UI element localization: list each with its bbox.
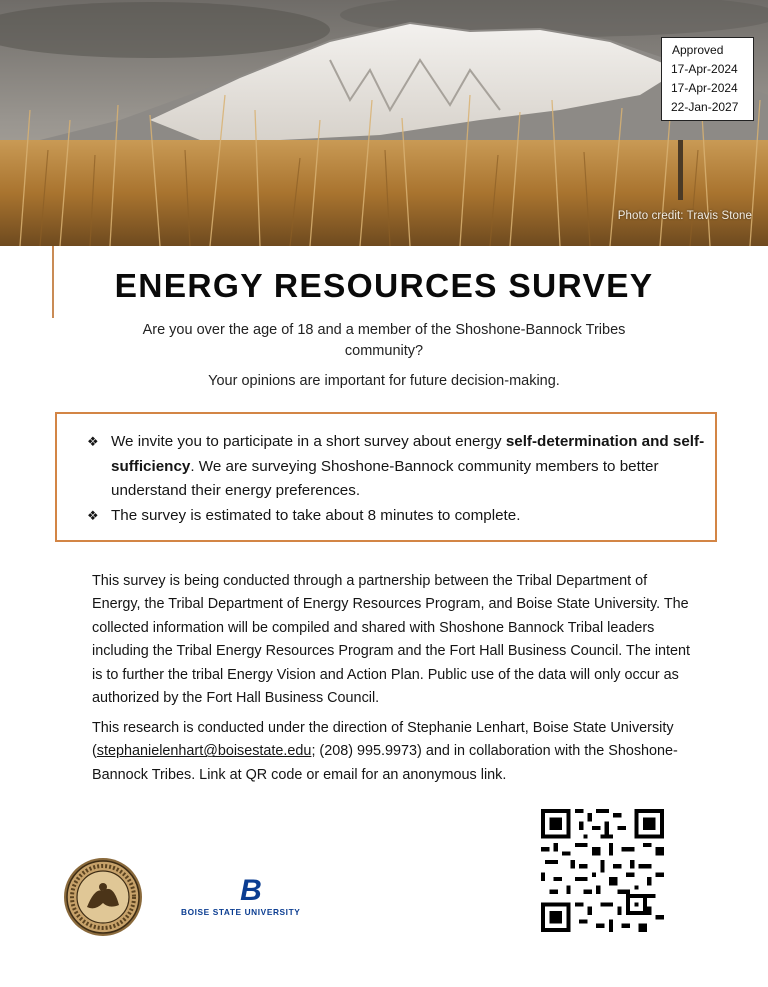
- approval-date-1: 17-Apr-2024: [671, 62, 738, 76]
- diamond-bullet-icon: ❖: [87, 508, 99, 523]
- bsu-wordmark: BOISE STATE UNIVERSITY: [181, 907, 301, 917]
- bsu-b-icon: [181, 873, 321, 905]
- svg-text:B: B: [240, 874, 262, 905]
- diamond-bullet-icon: ❖: [87, 434, 99, 449]
- boise-state-logo: [181, 873, 321, 919]
- subtitle-opinions: Your opinions are important for future decision-making.: [208, 373, 560, 389]
- invitation-box: [55, 412, 717, 542]
- invite-bullet-1-text: We invite you to participate in a short survey about energy self-determination and self-sufficiency. We are surveying Shoshone-Bannock community members to better understand their energy preferences.: [111, 433, 705, 499]
- email-link[interactable]: stephanielenhart@boisestate.edu: [96, 743, 312, 760]
- approval-date-3: 22-Jan-2027: [671, 100, 739, 114]
- subtitle: Are you over the age of 18 and a member of the Shoshone-Bannock Tribes community?: [142, 322, 626, 359]
- approval-date-2: 17-Apr-2024: [671, 81, 738, 95]
- tribal-seal-icon: [63, 857, 143, 937]
- partnership-paragraph: This survey is being conducted through a partnership between the Tribal Department of Energy, the Tribal Department of Energy Resources Program, and Boise State University. The collected information will be compiled and shared with Shoshone Bannock Tribal leaders including the Tribal Energy Resources Program and the Fort Hall Business Council. The intent is to further the tribal Energy Vision and Action Plan. Public use of the data will only occur as authorized by the Fort Hall Business Council.: [92, 573, 691, 707]
- research-paragraph: This research is conducted under the direction of Stephanie Lenhart, Boise State University (stephanielenhart@boisestate.edu; (208) 995.9973) and in collaboration with the Shoshone-Bannock Tribes. Link at QR code or email for an anonymous link.: [92, 720, 678, 783]
- photo-credit: Photo credit: Travis Stone: [617, 210, 752, 222]
- page-title: ENERGY RESOURCES SURVEY: [114, 268, 654, 305]
- qr-code[interactable]: [541, 809, 664, 932]
- approval-stamp: [661, 37, 754, 121]
- invite-bullet-2-text: The survey is estimated to take about 8 minutes to complete.: [111, 507, 521, 524]
- approval-status: Approved: [672, 43, 724, 57]
